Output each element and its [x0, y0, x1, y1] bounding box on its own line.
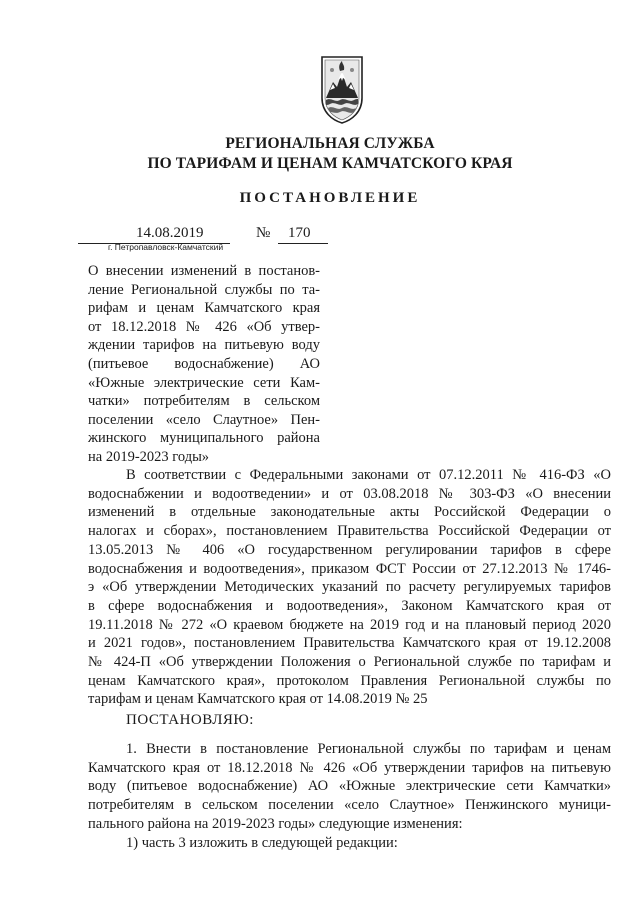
document-number: 170: [288, 225, 311, 241]
preamble-line: тарифам и ценам Камчатского края от 14.08.2019 № 25: [88, 691, 428, 708]
preamble-line: № 424-П «Об утверждении Положения о Региональной службе по тарифам и: [88, 654, 611, 671]
decree-heading: ПОСТАНОВЛЯЮ:: [126, 712, 254, 728]
item-line: потребителям в сельском поселении «село Слаутное» Пенжинского муници-: [88, 797, 611, 814]
subject-line: на 2019-2023 годы»: [88, 448, 210, 465]
preamble-line: и 2021 годов», постановлением Правительства Камчатского края от 19.12.2008: [88, 635, 611, 652]
number-sign: №: [256, 225, 271, 241]
date-number-block: [78, 225, 338, 255]
item-1-paragraph: [88, 740, 611, 852]
item-line: 1. Внести в постановление Региональной службы по тарифам и ценам: [126, 741, 611, 757]
kamchatka-coat-of-arms-emblem: [318, 54, 366, 124]
preamble-line: ценам Камчатского края», протоколом Правления Региональной службы по: [88, 672, 611, 689]
subject-line: «Южные электрические сети Кам-: [88, 374, 320, 391]
preamble-line: водоснабжения и водоотведения», приказом ФСТ России от 27.12.2013 № 1746-: [88, 560, 611, 577]
number-underline: [278, 243, 328, 244]
preamble-line: 13.05.2013 № 406 «О государственном регулировании тарифов в сфере: [88, 541, 611, 558]
subject-line: поселении «село Слаутное» Пен-: [88, 411, 320, 428]
preamble-line: В соответствии с Федеральными законами от 07.12.2011 № 416-ФЗ «О: [126, 467, 611, 483]
agency-line-2: ПО ТАРИФАМ И ЦЕНАМ КАМЧАТСКОГО КРАЯ: [147, 155, 513, 172]
preamble-line: налогах и сборах», постановлением Правительства Российской Федерации от: [88, 523, 611, 540]
subject-line: жинского муниципального района: [88, 430, 320, 447]
item-line: пального района на 2019-2023 годы» следующие изменения:: [88, 815, 463, 832]
agency-line-1: РЕГИОНАЛЬНАЯ СЛУЖБА: [225, 135, 435, 152]
item-line: Камчатского края от 18.12.2018 № 426 «Об утверждении тарифов на питьевую: [88, 759, 611, 776]
subject-line: ление Региональной службы по та-: [88, 281, 320, 298]
item-line: воду (питьевое водоснабжение) АО «Южные электрические сети Камчатки»: [88, 778, 611, 795]
document-date: 14.08.2019: [136, 225, 204, 241]
subject-block: [88, 262, 320, 467]
subject-line: О внесении изменений в постанов-: [88, 263, 320, 279]
subject-line: (питьевое водоснабжение) АО: [88, 355, 320, 372]
preamble-line: э «Об утверждении Методических указаний по расчету регулируемых тарифов: [88, 579, 611, 596]
preamble-line: в сфере водоснабжения и водоотведения», Законом Камчатского края от: [88, 597, 611, 614]
preamble-paragraph: [88, 466, 611, 709]
subject-line: ждении тарифов на питьевую воду: [88, 337, 320, 354]
city-name: г. Петропавловск-Камчатский: [108, 242, 224, 252]
preamble-line: изменений в отдельные законодательные акты Российской Федерации о: [88, 504, 611, 521]
subject-line: рифам и ценам Камчатского края: [88, 300, 320, 317]
subject-line: чатки» потребителям в сельском: [88, 393, 320, 410]
item-line: 1) часть 3 изложить в следующей редакции:: [126, 834, 398, 851]
document-type-title: ПОСТАНОВЛЕНИЕ: [239, 190, 421, 206]
preamble-line: водоснабжении и водоотведении» и от 03.08.2018 № 303-ФЗ «О внесении: [88, 485, 611, 502]
subject-line: от 18.12.2018 № 426 «Об утвер-: [88, 318, 320, 335]
agency-name: [80, 134, 580, 174]
preamble-line: 19.11.2018 № 272 «О краевом бюджете на 2019 год и на плановый период 2020: [88, 616, 611, 633]
